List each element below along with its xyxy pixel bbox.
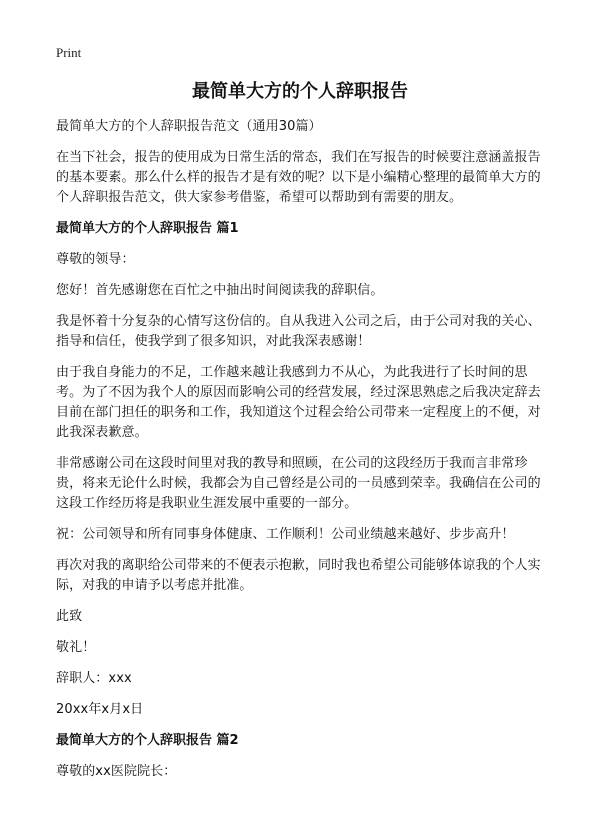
salutation-2: 尊敬的xx医院院长： <box>56 764 177 779</box>
date-line: 20xx年x月x日 <box>56 702 144 717</box>
closing-line-2: 敬礼！ <box>56 640 96 655</box>
section-heading-2: 最简单大方的个人辞职报告 篇2 <box>56 733 239 748</box>
body-paragraph: 再次对我的离职给公司带来的不便表示抱歉，同时我也希望公司能够体谅我的个人实际，对我的申请予以考虑并批准。 <box>56 558 541 593</box>
print-link[interactable]: Print <box>56 45 82 60</box>
body-paragraph: 非常感谢公司在这段时间里对我的教导和照顾，在公司的这段经历于我而言非常珍贵，将来无论什么时候，我都会为自己曾经是公司的一员感到荣幸。我确信在公司的这段工作经历将是我职业生涯发展中重要的一部分。 <box>56 456 541 511</box>
body-paragraph: 由于我自身能力的不足，工作越来越让我感到力不从心，为此我进行了长时间的思考。为了不因为我个人的原因而影响公司的经营发展，经过深思熟虑之后我决定辞去目前在部门担任的职务和工作，我知道这个过程会给公司带来一定程度上的不便，对此我深表歉意。 <box>56 365 541 440</box>
closing-line-1: 此致 <box>56 609 83 624</box>
body-paragraph: 我是怀着十分复杂的心情写这份信的。自从我进入公司之后，由于公司对我的关心、指导和信任，使我学到了很多知识，对此我深表感谢！ <box>56 314 541 349</box>
body-paragraph: 祝：公司领导和所有同事身体健康、工作顺利！公司业绩越来越好、步步高升！ <box>56 527 515 542</box>
salutation-1: 尊敬的领导： <box>56 252 135 267</box>
document-title: 最简单大方的个人辞职报告 <box>192 81 408 102</box>
section-heading-1: 最简单大方的个人辞职报告 篇1 <box>56 221 239 236</box>
signature-line: 辞职人：xxx <box>56 671 132 686</box>
intro-paragraph: 在当下社会，报告的使用成为日常生活的常态，我们在写报告的时候要注意涵盖报告的基本要素。那么什么样的报告才是有效的呢？以下是小编精心整理的最简单大方的个人辞职报告范文，供大家参考借鉴，希望可以帮助到有需要的朋友。 <box>56 150 541 205</box>
body-paragraph: 您好！首先感谢您在百忙之中抽出时间阅读我的辞职信。 <box>56 283 384 298</box>
document-subtitle: 最简单大方的个人辞职报告范文（通用30篇） <box>56 119 322 134</box>
